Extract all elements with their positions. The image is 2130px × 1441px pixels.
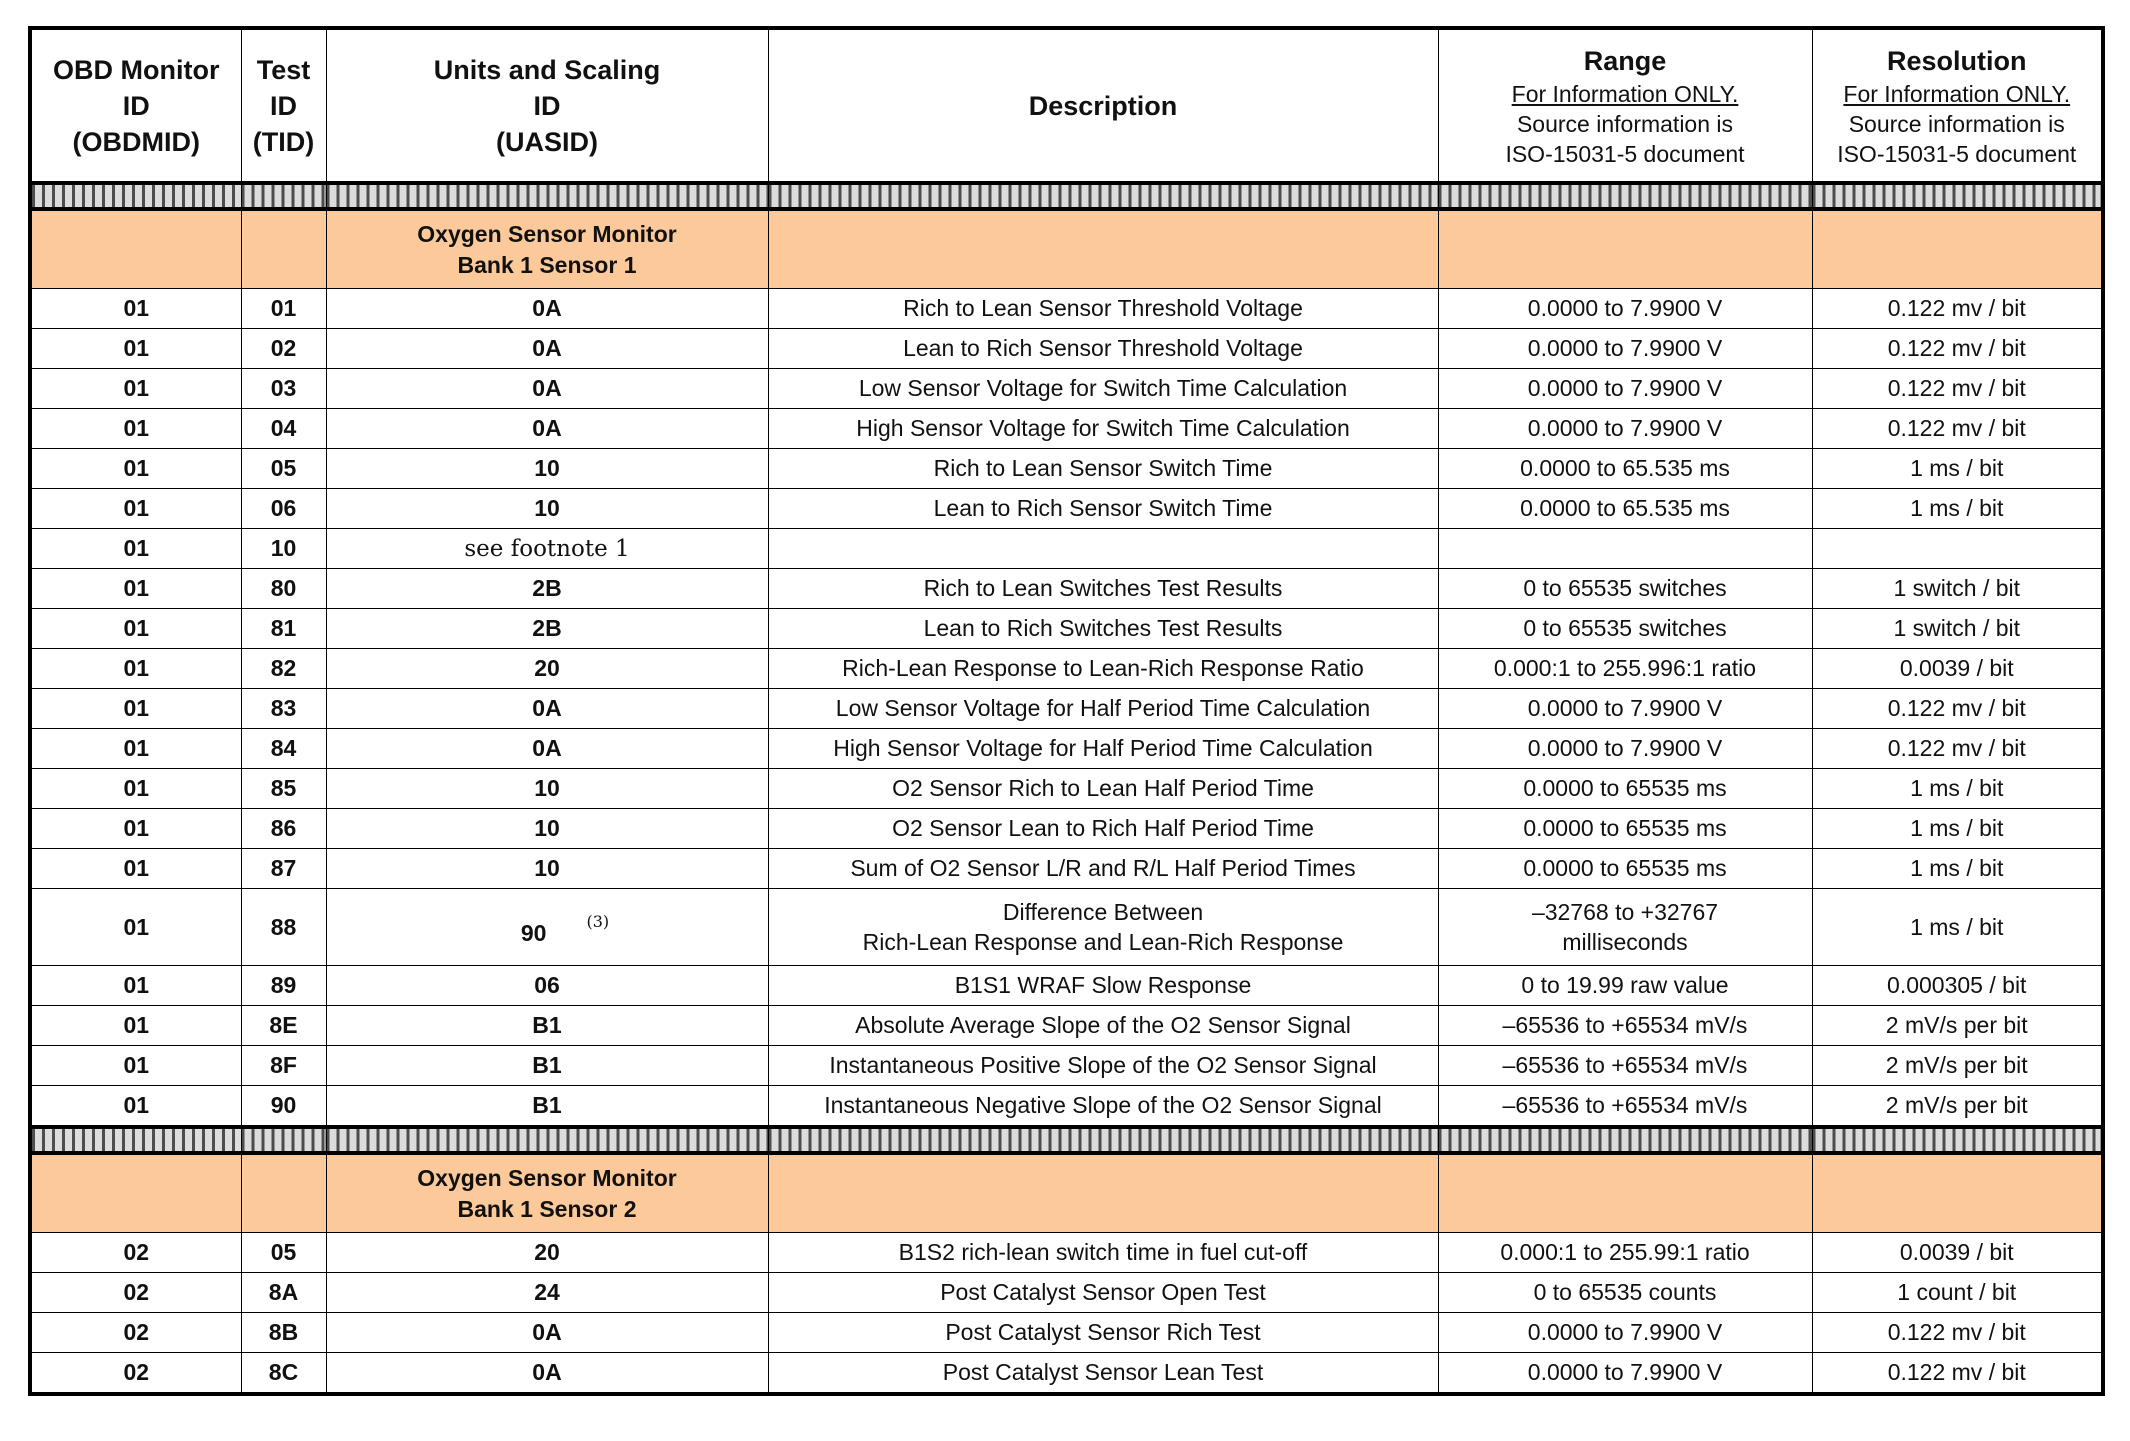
- table-row: [30, 1046, 2103, 1086]
- table-row: [30, 689, 2103, 729]
- uasid-cell: [326, 409, 768, 449]
- divider-cell: [1438, 183, 1812, 209]
- cell-text: 10: [534, 495, 560, 521]
- tid-cell: 90: [241, 1086, 326, 1128]
- cell-text: 2B: [532, 615, 562, 641]
- tid-cell: 86: [241, 809, 326, 849]
- obdmid-cell: 01: [30, 849, 241, 889]
- section-header-row: [30, 209, 2103, 289]
- cell-text: Bank 1 Sensor 1: [457, 251, 637, 278]
- table-row: [30, 729, 2103, 769]
- section-empty-cell: [241, 209, 326, 289]
- obdmid-cell: 02: [30, 1313, 241, 1353]
- cell-text: 0A: [532, 335, 562, 361]
- uasid-cell: [326, 289, 768, 329]
- uasid-cell: [326, 849, 768, 889]
- description-cell: Low Sensor Voltage for Half Period Time Calculation: [768, 689, 1438, 729]
- resolution-cell: 0.122 mv / bit: [1812, 689, 2103, 729]
- range-cell: 0 to 19.99 raw value: [1438, 966, 1812, 1006]
- divider-cell: [326, 183, 768, 209]
- description-cell: Rich-Lean Response to Lean-Rich Response Ratio: [768, 649, 1438, 689]
- cell-text: 24: [534, 1279, 560, 1305]
- resolution-cell: 1 ms / bit: [1812, 769, 2103, 809]
- resolution-cell: 1 ms / bit: [1812, 449, 2103, 489]
- cell-text: 90: [520, 919, 547, 946]
- description-cell: Post Catalyst Sensor Open Test: [768, 1273, 1438, 1313]
- section-empty-cell: [30, 209, 241, 289]
- description-cell: Instantaneous Negative Slope of the O2 Sensor Signal: [768, 1086, 1438, 1128]
- table-row: [30, 966, 2103, 1006]
- section-empty-cell: [30, 1153, 241, 1233]
- resolution-cell: 2 mV/s per bit: [1812, 1046, 2103, 1086]
- uasid-cell: [326, 609, 768, 649]
- header-tid: Test ID (TID): [241, 28, 326, 183]
- obdmid-cell: 01: [30, 409, 241, 449]
- section-header-row: [30, 1153, 2103, 1233]
- tid-cell: 88: [241, 889, 326, 966]
- section-title: [326, 209, 768, 289]
- range-cell: 0.0000 to 65535 ms: [1438, 769, 1812, 809]
- obdmid-cell: 01: [30, 889, 241, 966]
- description-cell: Post Catalyst Sensor Lean Test: [768, 1353, 1438, 1395]
- obdmid-cell: 02: [30, 1233, 241, 1273]
- obdmid-cell: 01: [30, 569, 241, 609]
- obdmid-cell: 01: [30, 529, 241, 569]
- uasid-cell: [326, 1313, 768, 1353]
- table-row: [30, 1233, 2103, 1273]
- table-row: [30, 1006, 2103, 1046]
- table-row: [30, 889, 2103, 966]
- resolution-cell: 0.122 mv / bit: [1812, 289, 2103, 329]
- obdmid-cell: 01: [30, 689, 241, 729]
- section-empty-cell: [768, 1153, 1438, 1233]
- description-cell: Rich to Lean Switches Test Results: [768, 569, 1438, 609]
- range-cell: 0.0000 to 7.9900 V: [1438, 1313, 1812, 1353]
- cell-text: 0A: [532, 375, 562, 401]
- section-title: [326, 1153, 768, 1233]
- table-row: [30, 809, 2103, 849]
- tid-cell: 8B: [241, 1313, 326, 1353]
- table-row: [30, 449, 2103, 489]
- table-row: [30, 409, 2103, 449]
- description-cell: [768, 529, 1438, 569]
- table-row: [30, 529, 2103, 569]
- uasid-cell: [326, 1233, 768, 1273]
- tid-cell: 06: [241, 489, 326, 529]
- uasid-cell: [326, 449, 768, 489]
- range-cell: 0.0000 to 7.9900 V: [1438, 409, 1812, 449]
- description-cell: High Sensor Voltage for Switch Time Calculation: [768, 409, 1438, 449]
- cell-text: 10: [534, 855, 560, 881]
- description-cell: O2 Sensor Rich to Lean Half Period Time: [768, 769, 1438, 809]
- table-row: [30, 849, 2103, 889]
- obdmid-cell: 01: [30, 729, 241, 769]
- tid-cell: 03: [241, 369, 326, 409]
- obd-monitor-table: [28, 26, 2105, 1396]
- tid-cell: 8A: [241, 1273, 326, 1313]
- tid-cell: 85: [241, 769, 326, 809]
- table-row: [30, 609, 2103, 649]
- description-cell: Post Catalyst Sensor Rich Test: [768, 1313, 1438, 1353]
- cell-text: Oxygen Sensor Monitor: [417, 220, 677, 247]
- cell-text: B1: [532, 1092, 562, 1118]
- uasid-cell: [326, 569, 768, 609]
- cell-text: 2B: [532, 575, 562, 601]
- cell-text: B1: [532, 1052, 562, 1078]
- obdmid-cell: 01: [30, 769, 241, 809]
- uasid-cell: [326, 1086, 768, 1128]
- range-cell: 0.0000 to 7.9900 V: [1438, 369, 1812, 409]
- table-row: [30, 1313, 2103, 1353]
- cell-text: Oxygen Sensor Monitor: [417, 1164, 677, 1191]
- header-row: [30, 28, 2103, 183]
- table-row: [30, 489, 2103, 529]
- resolution-cell: 0.122 mv / bit: [1812, 1313, 2103, 1353]
- uasid-cell: [326, 489, 768, 529]
- table-row: [30, 329, 2103, 369]
- resolution-cell: 0.122 mv / bit: [1812, 409, 2103, 449]
- divider-cell: [768, 183, 1438, 209]
- tid-cell: 01: [241, 289, 326, 329]
- resolution-cell: 0.122 mv / bit: [1812, 369, 2103, 409]
- cell-text: 06: [534, 972, 560, 998]
- range-cell: 0.0000 to 65535 ms: [1438, 809, 1812, 849]
- resolution-cell: 1 count / bit: [1812, 1273, 2103, 1313]
- range-cell: 0.0000 to 7.9900 V: [1438, 329, 1812, 369]
- range-cell: [1438, 889, 1812, 966]
- header-range: Range For Information ONLY. Source information is ISO-15031-5 document: [1438, 28, 1812, 183]
- section-empty-cell: [768, 209, 1438, 289]
- resolution-cell: 0.000305 / bit: [1812, 966, 2103, 1006]
- header-obdmid: OBD Monitor ID (OBDMID): [30, 28, 241, 183]
- obdmid-cell: 01: [30, 289, 241, 329]
- uasid-cell: [326, 889, 768, 966]
- tid-cell: 8E: [241, 1006, 326, 1046]
- description-cell: B1S1 WRAF Slow Response: [768, 966, 1438, 1006]
- resolution-cell: 1 ms / bit: [1812, 889, 2103, 966]
- section-empty-cell: [241, 1153, 326, 1233]
- obdmid-cell: 01: [30, 1046, 241, 1086]
- uasid-cell: [326, 649, 768, 689]
- range-cell: –65536 to +65534 mV/s: [1438, 1006, 1812, 1046]
- section-empty-cell: [1812, 1153, 2103, 1233]
- tid-cell: 89: [241, 966, 326, 1006]
- obdmid-cell: 01: [30, 369, 241, 409]
- uasid-cell: [326, 769, 768, 809]
- cell-text: Rich-Lean Response and Lean-Rich Response: [862, 929, 1344, 955]
- cell-text: 10: [534, 455, 560, 481]
- divider-cell: [241, 1127, 326, 1153]
- tid-cell: 05: [241, 1233, 326, 1273]
- section-empty-cell: [1812, 209, 2103, 289]
- header-resolution: Resolution For Information ONLY. Source information is ISO-15031-5 document: [1812, 28, 2103, 183]
- tid-cell: 87: [241, 849, 326, 889]
- range-cell: 0 to 65535 counts: [1438, 1273, 1812, 1313]
- uasid-cell: [326, 1273, 768, 1313]
- cell-text: 20: [534, 655, 560, 681]
- section-divider: [30, 183, 2103, 209]
- obdmid-cell: 01: [30, 329, 241, 369]
- resolution-cell: 0.0039 / bit: [1812, 649, 2103, 689]
- resolution-cell: [1812, 529, 2103, 569]
- cell-text: 0A: [532, 735, 562, 761]
- table-row: [30, 289, 2103, 329]
- resolution-cell: 1 ms / bit: [1812, 489, 2103, 529]
- divider-cell: [1438, 1127, 1812, 1153]
- document-page: [28, 26, 2101, 1396]
- description-cell: Lean to Rich Sensor Switch Time: [768, 489, 1438, 529]
- range-cell: 0.0000 to 7.9900 V: [1438, 289, 1812, 329]
- obdmid-cell: 01: [30, 649, 241, 689]
- cell-text: milliseconds: [1562, 929, 1688, 955]
- cell-text: see footnote 1: [464, 535, 630, 562]
- obdmid-cell: 01: [30, 809, 241, 849]
- cell-text: 0A: [532, 1319, 562, 1345]
- range-cell: –65536 to +65534 mV/s: [1438, 1086, 1812, 1128]
- uasid-cell: [326, 966, 768, 1006]
- tid-cell: 04: [241, 409, 326, 449]
- description-cell: [768, 889, 1438, 966]
- divider-cell: [30, 1127, 241, 1153]
- range-cell: 0 to 65535 switches: [1438, 569, 1812, 609]
- section-empty-cell: [1438, 209, 1812, 289]
- divider-cell: [1812, 183, 2103, 209]
- cell-text: 0A: [532, 695, 562, 721]
- description-cell: Absolute Average Slope of the O2 Sensor Signal: [768, 1006, 1438, 1046]
- cell-text: B1: [532, 1012, 562, 1038]
- description-cell: Lean to Rich Sensor Threshold Voltage: [768, 329, 1438, 369]
- tid-cell: 8C: [241, 1353, 326, 1395]
- description-cell: B1S2 rich-lean switch time in fuel cut-off: [768, 1233, 1438, 1273]
- obdmid-cell: 01: [30, 1006, 241, 1046]
- obdmid-cell: 02: [30, 1273, 241, 1313]
- resolution-cell: 0.122 mv / bit: [1812, 729, 2103, 769]
- obdmid-cell: 02: [30, 1353, 241, 1395]
- resolution-cell: 2 mV/s per bit: [1812, 1006, 2103, 1046]
- table-row: [30, 369, 2103, 409]
- range-cell: 0.0000 to 7.9900 V: [1438, 729, 1812, 769]
- uasid-cell: [326, 329, 768, 369]
- range-cell: 0.0000 to 7.9900 V: [1438, 689, 1812, 729]
- range-cell: 0.0000 to 65.535 ms: [1438, 449, 1812, 489]
- uasid-cell: [326, 529, 768, 569]
- obdmid-cell: 01: [30, 966, 241, 1006]
- range-cell: 0.0000 to 65.535 ms: [1438, 489, 1812, 529]
- uasid-cell: [326, 1046, 768, 1086]
- cell-text: 0A: [532, 295, 562, 321]
- header-description: Description: [768, 28, 1438, 183]
- description-cell: Rich to Lean Sensor Threshold Voltage: [768, 289, 1438, 329]
- divider-cell: [241, 183, 326, 209]
- cell-text: Bank 1 Sensor 2: [457, 1195, 637, 1222]
- cell-text: 10: [534, 815, 560, 841]
- resolution-cell: 1 switch / bit: [1812, 609, 2103, 649]
- description-cell: High Sensor Voltage for Half Period Time Calculation: [768, 729, 1438, 769]
- description-cell: Rich to Lean Sensor Switch Time: [768, 449, 1438, 489]
- table-row: [30, 649, 2103, 689]
- uasid-cell: [326, 729, 768, 769]
- divider-cell: [30, 183, 241, 209]
- description-cell: Sum of O2 Sensor L/R and R/L Half Period Times: [768, 849, 1438, 889]
- tid-cell: 83: [241, 689, 326, 729]
- cell-text: Difference Between: [1002, 899, 1204, 925]
- resolution-cell: 1 ms / bit: [1812, 849, 2103, 889]
- tid-cell: 05: [241, 449, 326, 489]
- obdmid-cell: 01: [30, 1086, 241, 1128]
- range-cell: 0.0000 to 65535 ms: [1438, 849, 1812, 889]
- cell-text: 0A: [532, 415, 562, 441]
- obdmid-cell: 01: [30, 489, 241, 529]
- divider-cell: [326, 1127, 768, 1153]
- tid-cell: 8F: [241, 1046, 326, 1086]
- resolution-cell: 1 switch / bit: [1812, 569, 2103, 609]
- table-row: [30, 1086, 2103, 1128]
- resolution-cell: 0.0039 / bit: [1812, 1233, 2103, 1273]
- obdmid-cell: 01: [30, 449, 241, 489]
- footnote-marker: (3): [586, 911, 610, 931]
- header-uasid: Units and Scaling ID (UASID): [326, 28, 768, 183]
- range-cell: 0.0000 to 7.9900 V: [1438, 1353, 1812, 1395]
- table-row: [30, 569, 2103, 609]
- section-empty-cell: [1438, 1153, 1812, 1233]
- resolution-cell: 1 ms / bit: [1812, 809, 2103, 849]
- description-cell: O2 Sensor Lean to Rich Half Period Time: [768, 809, 1438, 849]
- range-cell: 0.000:1 to 255.99:1 ratio: [1438, 1233, 1812, 1273]
- uasid-cell: [326, 1353, 768, 1395]
- cell-text: 0A: [532, 1359, 562, 1385]
- range-cell: –65536 to +65534 mV/s: [1438, 1046, 1812, 1086]
- description-cell: Low Sensor Voltage for Switch Time Calculation: [768, 369, 1438, 409]
- table-row: [30, 1273, 2103, 1313]
- description-cell: Lean to Rich Switches Test Results: [768, 609, 1438, 649]
- tid-cell: 10: [241, 529, 326, 569]
- cell-text: –32768 to +32767: [1531, 899, 1719, 925]
- table-row: [30, 1353, 2103, 1395]
- range-cell: 0.000:1 to 255.996:1 ratio: [1438, 649, 1812, 689]
- uasid-cell: [326, 689, 768, 729]
- tid-cell: 02: [241, 329, 326, 369]
- uasid-cell: [326, 1006, 768, 1046]
- tid-cell: 84: [241, 729, 326, 769]
- resolution-cell: 0.122 mv / bit: [1812, 1353, 2103, 1395]
- resolution-cell: 0.122 mv / bit: [1812, 329, 2103, 369]
- uasid-cell: [326, 369, 768, 409]
- table-row: [30, 769, 2103, 809]
- divider-cell: [1812, 1127, 2103, 1153]
- description-cell: Instantaneous Positive Slope of the O2 Sensor Signal: [768, 1046, 1438, 1086]
- tid-cell: 82: [241, 649, 326, 689]
- tid-cell: 81: [241, 609, 326, 649]
- tid-cell: 80: [241, 569, 326, 609]
- resolution-cell: 2 mV/s per bit: [1812, 1086, 2103, 1128]
- obdmid-cell: 01: [30, 609, 241, 649]
- cell-text: 20: [534, 1239, 560, 1265]
- section-divider: [30, 1127, 2103, 1153]
- range-cell: 0 to 65535 switches: [1438, 609, 1812, 649]
- uasid-cell: [326, 809, 768, 849]
- divider-cell: [768, 1127, 1438, 1153]
- range-cell: [1438, 529, 1812, 569]
- cell-text: 10: [534, 775, 560, 801]
